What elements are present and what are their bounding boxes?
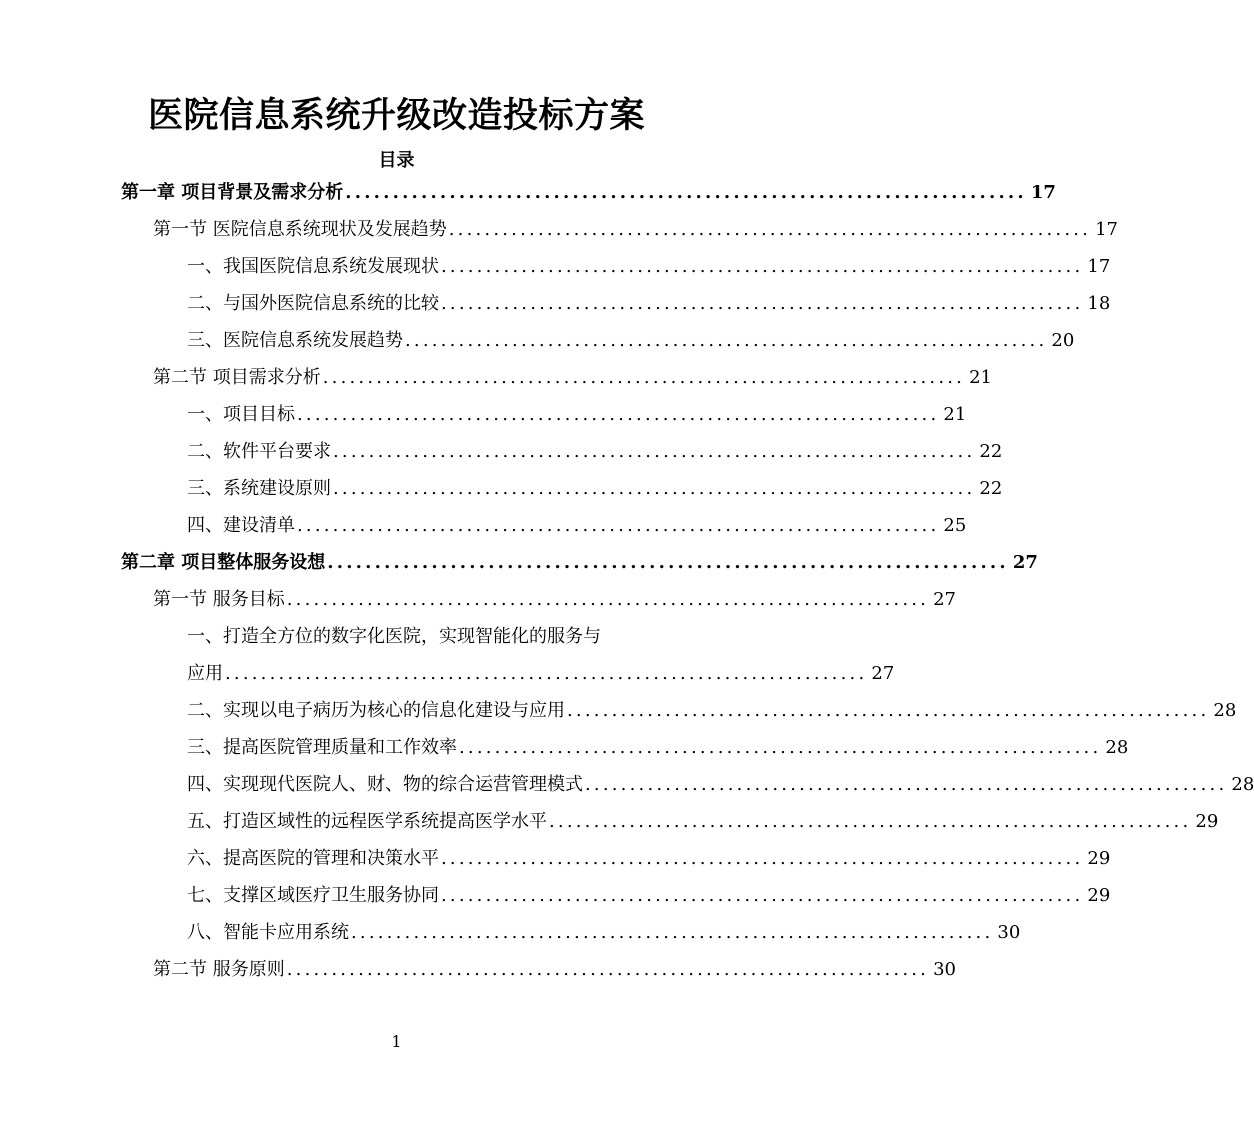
document-title: 医院信息系统升级改造投标方案 xyxy=(147,95,645,136)
toc-entry-page: 27 xyxy=(1012,552,1038,573)
toc-entry-item[interactable] xyxy=(187,248,1111,285)
toc-leader: ........................................................................ xyxy=(297,515,940,536)
toc-leader: ........................................................................ xyxy=(441,885,1084,906)
toc-entry-text: 七、支撑区域医疗卫生服务协同 xyxy=(187,885,439,906)
toc-leader: ........................................................................ xyxy=(459,737,1102,758)
toc-entry-page: 20 xyxy=(1051,330,1075,351)
toc-entry-item[interactable] xyxy=(187,877,1111,914)
toc-entry-text: 第二节 项目需求分析 xyxy=(153,367,321,388)
toc-leader: ........................................................................ xyxy=(345,182,1027,203)
toc-entry-text: 四、建设清单 xyxy=(187,515,295,536)
toc-heading: 目录 xyxy=(378,150,415,171)
toc-entry-page: 28 xyxy=(1105,737,1129,758)
toc-leader: ........................................................................ xyxy=(567,700,1210,721)
toc-entry-text: 四、实现现代医院人、财、物的综合运营管理模式 xyxy=(187,774,583,795)
toc-leader: ........................................................................ xyxy=(585,774,1228,795)
toc-entry-item[interactable] xyxy=(187,803,1219,840)
toc-entry-item[interactable] xyxy=(187,766,1254,803)
toc-entry-text: 第一节 服务目标 xyxy=(153,589,285,610)
toc-leader: ........................................................................ xyxy=(549,811,1192,832)
toc-entry-section[interactable] xyxy=(153,951,957,988)
toc-entry-section[interactable] xyxy=(153,581,957,618)
toc-leader: ........................................................................ xyxy=(441,293,1084,314)
toc-entry-page: 21 xyxy=(943,404,967,425)
toc-leader: ........................................................................ xyxy=(286,589,930,610)
toc-entry-section[interactable] xyxy=(153,359,993,396)
toc-entry-text: 二、软件平台要求 xyxy=(187,441,331,462)
toc-entry-page: 29 xyxy=(1195,811,1219,832)
toc-entry-text: 第一章 项目背景及需求分析 xyxy=(121,182,344,203)
toc-entry-item[interactable] xyxy=(187,433,1003,470)
toc-entry-item-continued[interactable] xyxy=(187,655,895,692)
toc-entry-page: 17 xyxy=(1095,219,1119,240)
toc-entry-text: 第一节 医院信息系统现状及发展趋势 xyxy=(153,219,447,240)
toc-entry-page: 22 xyxy=(979,441,1003,462)
toc-leader: ........................................................................ xyxy=(286,959,930,980)
toc-entry-text: 应用 xyxy=(187,663,223,684)
toc-leader: ........................................................................ xyxy=(333,478,976,499)
toc-entry-item[interactable] xyxy=(187,322,1075,359)
toc-entry-item[interactable] xyxy=(187,618,673,655)
toc-entry-page: 27 xyxy=(933,589,957,610)
toc-leader: ........................................................................ xyxy=(322,367,966,388)
toc-leader: ........................................................................ xyxy=(297,404,940,425)
toc-entry-text: 三、系统建设原则 xyxy=(187,478,331,499)
toc-entry-page: 30 xyxy=(933,959,957,980)
toc-entry-text: 二、实现以电子病历为核心的信息化建设与应用 xyxy=(187,700,565,721)
toc-entry-text: 三、医院信息系统发展趋势 xyxy=(187,330,403,351)
toc-entry-text: 一、我国医院信息系统发展现状 xyxy=(187,256,439,277)
toc-leader: ........................................................................ xyxy=(333,441,976,462)
toc-leader: ........................................................................ xyxy=(351,922,994,943)
toc-entry-page: 18 xyxy=(1087,293,1111,314)
toc-entry-section[interactable] xyxy=(153,211,1119,248)
toc-entry-text: 一、项目目标 xyxy=(187,404,295,425)
toc-leader: ........................................................................ xyxy=(441,848,1084,869)
toc-entry-page: 29 xyxy=(1087,848,1111,869)
toc-entry-page: 17 xyxy=(1087,256,1111,277)
toc-leader: ........................................................................ xyxy=(327,552,1009,573)
toc-entry-item[interactable] xyxy=(187,914,1021,951)
toc-entry-text: 八、智能卡应用系统 xyxy=(187,922,349,943)
page-number: 1 xyxy=(391,1032,402,1051)
toc-entry-page: 22 xyxy=(979,478,1003,499)
toc-entry-item[interactable] xyxy=(187,507,967,544)
toc-entry-text: 六、提高医院的管理和决策水平 xyxy=(187,848,439,869)
toc-entry-page: 21 xyxy=(969,367,993,388)
toc-entry-page: 27 xyxy=(871,663,895,684)
toc-leader: ........................................................................ xyxy=(405,330,1048,351)
toc-entry-text: 二、与国外医院信息系统的比较 xyxy=(187,293,439,314)
toc-entry-item[interactable] xyxy=(187,840,1111,877)
toc-leader: ........................................................................ xyxy=(441,256,1084,277)
toc-entry-chapter[interactable] xyxy=(121,174,1056,211)
toc-entry-page: 28 xyxy=(1231,774,1254,795)
toc-entry-item[interactable] xyxy=(187,692,1237,729)
toc-entry-text: 第二节 服务原则 xyxy=(153,959,285,980)
toc-entry-page: 29 xyxy=(1087,885,1111,906)
toc-entry-page: 30 xyxy=(997,922,1021,943)
toc-entry-text: 一、打造全方位的数字化医院，实现智能化的服务与 xyxy=(187,626,601,647)
toc-entry-text: 第二章 项目整体服务设想 xyxy=(121,552,326,573)
toc-entry-text: 三、提高医院管理质量和工作效率 xyxy=(187,737,457,758)
toc-leader: ........................................................................ xyxy=(225,663,868,684)
toc-entry-page: 17 xyxy=(1030,182,1056,203)
toc-entry-item[interactable] xyxy=(187,285,1111,322)
toc-entry-item[interactable] xyxy=(187,396,967,433)
toc-entry-page: 28 xyxy=(1213,700,1237,721)
toc-entry-text: 五、打造区域性的远程医学系统提高医学水平 xyxy=(187,811,547,832)
toc-leader: ........................................................................ xyxy=(448,219,1092,240)
toc-entry-chapter[interactable] xyxy=(121,544,1038,581)
toc-entry-item[interactable] xyxy=(187,729,1129,766)
toc-entry-item[interactable] xyxy=(187,470,1003,507)
toc-entry-page: 25 xyxy=(943,515,967,536)
